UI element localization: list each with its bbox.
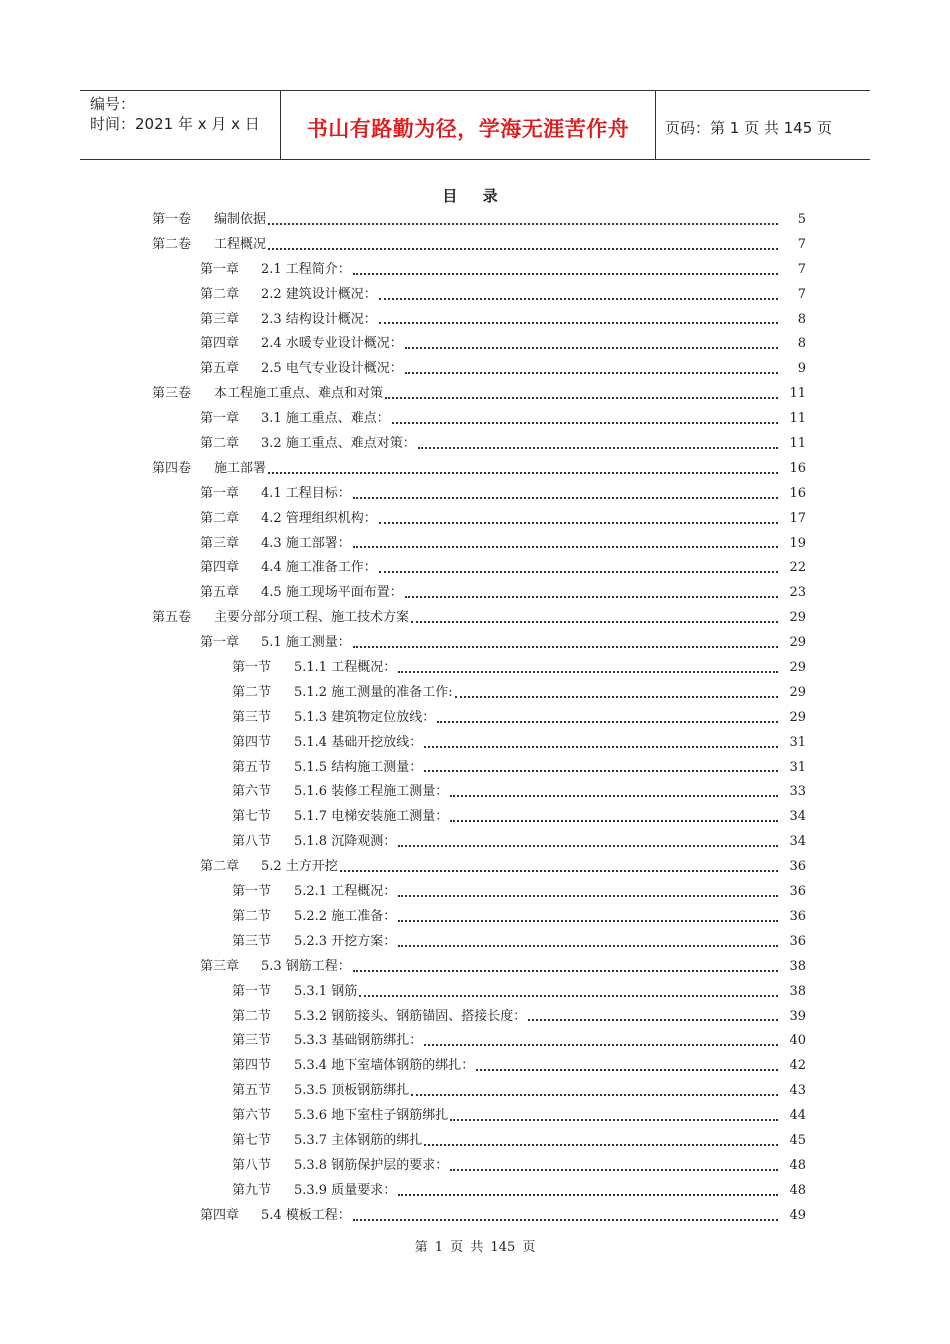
header-page-info: 页码：第 1 页 共 145 页 <box>665 119 833 137</box>
toc-entry[interactable] <box>0 780 950 805</box>
toc-page-number: 29 <box>789 610 806 626</box>
toc-entry[interactable] <box>0 382 950 407</box>
toc-title: 目 录 <box>442 187 508 205</box>
toc-leader-dots <box>385 382 778 407</box>
toc-entry[interactable] <box>0 731 950 756</box>
toc-entry[interactable] <box>0 930 950 955</box>
toc-leader-dots <box>411 1079 778 1104</box>
toc-entry[interactable] <box>0 955 950 980</box>
toc-leader-dots <box>379 556 778 581</box>
toc-page-number: 48 <box>789 1157 806 1173</box>
toc-page-number: 11 <box>789 411 806 427</box>
toc-entry-label: 第一节 <box>232 983 272 999</box>
toc-entry-title: 5.1.7 电梯安装施工测量： <box>294 809 449 825</box>
toc-entry-title: 2.2 建筑设计概况： <box>261 286 377 302</box>
toc-leader-dots <box>398 880 778 905</box>
toc-page-number: 11 <box>789 436 806 452</box>
page-footer: 第 1 页 共 145 页 <box>414 1240 536 1255</box>
toc-page-number: 34 <box>789 809 806 825</box>
toc-entry-title: 5.3.7 主体钢筋的绑扎 <box>294 1132 423 1148</box>
toc-entry[interactable] <box>0 258 950 283</box>
toc-entry-title: 4.4 施工准备工作： <box>261 560 377 576</box>
toc-entry-label: 第一节 <box>232 884 272 900</box>
toc-leader-dots <box>353 258 778 283</box>
toc-entry-title: 5.2.1 工程概况： <box>294 884 397 900</box>
toc-leader-dots <box>353 631 778 656</box>
toc-entry-title: 2.3 结构设计概况： <box>261 311 377 327</box>
toc-page-number: 36 <box>789 933 806 949</box>
toc-entry-label: 第二章 <box>200 510 240 526</box>
toc-entry-label: 第四卷 <box>152 460 192 476</box>
toc-entry-label: 第七节 <box>232 809 272 825</box>
toc-page-number: 7 <box>797 261 806 277</box>
toc-entry-title: 施工部署 <box>214 460 267 476</box>
toc-entry-label: 第二章 <box>200 436 240 452</box>
toc-entry-title: 5.4 模板工程： <box>261 1207 351 1223</box>
toc-entry[interactable] <box>0 308 950 333</box>
toc-entry[interactable] <box>0 1079 950 1104</box>
toc-entry-label: 第三节 <box>232 709 272 725</box>
toc-page-number: 11 <box>789 386 806 402</box>
toc-entry-title: 5.3.1 钢筋 <box>294 983 358 999</box>
toc-entry-label: 第三卷 <box>152 386 192 402</box>
toc-entry[interactable] <box>0 1005 950 1030</box>
toc-entry-label: 第二章 <box>200 859 240 875</box>
toc-entry[interactable] <box>0 830 950 855</box>
toc-entry[interactable] <box>0 482 950 507</box>
toc-page-number: 31 <box>789 734 806 750</box>
toc-page-number: 44 <box>789 1108 806 1124</box>
toc-leader-dots <box>424 731 778 756</box>
toc-entry-title: 5.3.2 钢筋接头、钢筋锚固、搭接长度： <box>294 1008 527 1024</box>
toc-leader-dots <box>424 1029 778 1054</box>
toc-leader-dots <box>379 507 778 532</box>
toc-entry-title: 5.1.8 沉降观测： <box>294 834 397 850</box>
toc-entry-title: 4.1 工程目标： <box>261 485 351 501</box>
toc-leader-dots <box>398 830 778 855</box>
toc-entry-title: 2.1 工程简介： <box>261 261 351 277</box>
toc-entry-label: 第三章 <box>200 535 240 551</box>
toc-entry-title: 5.3.8 钢筋保护层的要求： <box>294 1157 449 1173</box>
toc-leader-dots <box>405 357 778 382</box>
toc-leader-dots <box>405 332 778 357</box>
toc-entry-label: 第二节 <box>232 908 272 924</box>
toc-page-number: 43 <box>789 1083 806 1099</box>
toc-entry-title: 工程概况 <box>214 236 267 252</box>
toc-entry-label: 第六节 <box>232 784 272 800</box>
toc-leader-dots <box>353 482 778 507</box>
toc-entry-title: 3.2 施工重点、难点对策： <box>261 436 416 452</box>
toc-page-number: 39 <box>789 1008 806 1024</box>
toc-entry[interactable] <box>0 980 950 1005</box>
toc-entry[interactable] <box>0 905 950 930</box>
toc-entry-title: 5.2.3 开挖方案： <box>294 933 397 949</box>
toc-leader-dots <box>476 1054 778 1079</box>
toc-entry-title: 4.3 施工部署： <box>261 535 351 551</box>
toc-entry[interactable] <box>0 880 950 905</box>
toc-page-number: 8 <box>797 311 806 327</box>
toc-page-number: 38 <box>789 958 806 974</box>
toc-entry-label: 第四章 <box>200 1207 240 1223</box>
toc-page-number: 31 <box>789 759 806 775</box>
toc-entry[interactable] <box>0 1029 950 1054</box>
toc-entry[interactable] <box>0 332 950 357</box>
page-header <box>80 90 870 160</box>
toc-leader-dots <box>398 1179 778 1204</box>
toc-leader-dots <box>398 656 778 681</box>
toc-entry[interactable] <box>0 1104 950 1129</box>
header-meta-cell <box>80 91 280 159</box>
toc-entry-label: 第九节 <box>232 1182 272 1198</box>
toc-entry-label: 第二节 <box>232 1008 272 1024</box>
toc-entry[interactable] <box>0 407 950 432</box>
toc-entry-label: 第四章 <box>200 560 240 576</box>
toc-entry[interactable] <box>0 656 950 681</box>
toc-leader-dots <box>268 208 778 233</box>
toc-page-number: 29 <box>789 660 806 676</box>
toc-leader-dots <box>450 1104 778 1129</box>
header-page-cell <box>655 91 870 159</box>
toc-leader-dots <box>418 432 778 457</box>
toc-entry-title: 5.1.3 建筑物定位放线： <box>294 709 436 725</box>
toc-entry-title: 5.1.5 结构施工测量： <box>294 759 423 775</box>
toc-entry-title: 2.4 水暖专业设计概况： <box>261 336 403 352</box>
toc-entry-label: 第三章 <box>200 311 240 327</box>
toc-entry[interactable] <box>0 1204 950 1229</box>
toc-page-number: 19 <box>789 535 806 551</box>
toc-entry-title: 5.1.4 基础开挖放线： <box>294 734 423 750</box>
toc-leader-dots <box>392 407 778 432</box>
header-motto: 书山有路勤为径，学海无涯苦作舟 <box>306 117 630 141</box>
toc-leader-dots <box>411 606 778 631</box>
toc-entry-title: 5.1 施工测量： <box>261 635 351 651</box>
toc-entry-title: 5.1.6 装修工程施工测量： <box>294 784 449 800</box>
toc-entry-title: 5.3.5 顶板钢筋绑扎 <box>294 1083 410 1099</box>
toc-entry-label: 第七节 <box>232 1132 272 1148</box>
toc-entry-label: 第三节 <box>232 1033 272 1049</box>
toc-entry-title: 5.3.6 地下室柱子钢筋绑扎 <box>294 1108 449 1124</box>
toc-entry-title: 5.1.2 施工测量的准备工作: <box>294 684 453 700</box>
toc-entry[interactable] <box>0 581 950 606</box>
toc-entry[interactable] <box>0 208 950 233</box>
toc-page-number: 34 <box>789 834 806 850</box>
toc-entry[interactable] <box>0 233 950 258</box>
toc-entry-label: 第二章 <box>200 286 240 302</box>
table-of-contents <box>0 208 950 1229</box>
toc-entry[interactable] <box>0 855 950 880</box>
toc-leader-dots <box>268 233 778 258</box>
toc-page-number: 40 <box>789 1033 806 1049</box>
toc-leader-dots <box>455 681 778 706</box>
toc-entry-label: 第一章 <box>200 261 240 277</box>
toc-entry[interactable] <box>0 681 950 706</box>
toc-entry[interactable] <box>0 532 950 557</box>
toc-leader-dots <box>450 805 778 830</box>
toc-entry-label: 第三节 <box>232 933 272 949</box>
toc-page-number: 16 <box>789 485 806 501</box>
toc-leader-dots <box>379 283 778 308</box>
toc-entry-label: 第三章 <box>200 958 240 974</box>
toc-entry-label: 第一卷 <box>152 212 192 227</box>
toc-page-number: 22 <box>789 560 806 576</box>
toc-entry[interactable] <box>0 606 950 631</box>
toc-entry[interactable] <box>0 357 950 382</box>
toc-leader-dots <box>398 930 778 955</box>
toc-page-number: 36 <box>789 884 806 900</box>
toc-leader-dots <box>353 1204 778 1229</box>
toc-entry-label: 第一章 <box>200 485 240 501</box>
toc-page-number: 29 <box>789 684 806 700</box>
toc-entry-label: 第八节 <box>232 1157 272 1173</box>
toc-entry-title: 3.1 施工重点、难点： <box>261 411 390 427</box>
toc-entry-label: 第一节 <box>232 660 272 676</box>
toc-page-number: 33 <box>789 784 806 800</box>
toc-page-number: 38 <box>789 983 806 999</box>
toc-leader-dots <box>528 1005 778 1030</box>
toc-entry-label: 第四章 <box>200 336 240 352</box>
toc-entry-title: 2.5 电气专业设计概况： <box>261 361 403 377</box>
toc-leader-dots <box>424 756 778 781</box>
toc-entry-title: 5.1.1 工程概况： <box>294 660 397 676</box>
toc-leader-dots <box>353 955 778 980</box>
toc-page-number: 8 <box>797 336 806 352</box>
toc-entry-label: 第五节 <box>232 1083 272 1099</box>
toc-page-number: 17 <box>789 510 806 526</box>
toc-entry[interactable] <box>0 283 950 308</box>
toc-leader-dots <box>340 855 778 880</box>
toc-entry-label: 第一章 <box>200 635 240 651</box>
toc-page-number: 48 <box>789 1182 806 1198</box>
toc-entry-label: 第五卷 <box>152 610 192 626</box>
toc-entry-label: 第五章 <box>200 585 240 601</box>
toc-leader-dots <box>353 532 778 557</box>
toc-entry-title: 5.3 钢筋工程： <box>261 958 351 974</box>
toc-entry-title: 5.3.4 地下室墙体钢筋的绑扎： <box>294 1058 475 1074</box>
toc-entry-label: 第二卷 <box>152 236 192 252</box>
toc-page-number: 36 <box>789 908 806 924</box>
toc-entry-label: 第一章 <box>200 411 240 427</box>
toc-entry-label: 第五节 <box>232 759 272 775</box>
toc-page-number: 45 <box>789 1132 806 1148</box>
toc-entry[interactable] <box>0 706 950 731</box>
toc-leader-dots <box>405 581 778 606</box>
toc-entry[interactable] <box>0 1179 950 1204</box>
toc-page-number: 7 <box>797 236 806 252</box>
header-motto-cell <box>280 91 656 159</box>
toc-page-number: 7 <box>797 286 806 302</box>
toc-leader-dots <box>450 1154 778 1179</box>
toc-entry[interactable] <box>0 805 950 830</box>
toc-entry[interactable] <box>0 457 950 482</box>
toc-page-number: 23 <box>789 585 806 601</box>
toc-entry-title: 4.2 管理组织机构： <box>261 510 377 526</box>
toc-leader-dots <box>268 457 778 482</box>
toc-entry-title: 4.5 施工现场平面布置： <box>261 585 403 601</box>
toc-entry-label: 第二节 <box>232 684 272 700</box>
toc-entry-label: 第四节 <box>232 734 272 750</box>
toc-entry-title: 5.3.9 质量要求： <box>294 1182 397 1198</box>
toc-entry-title: 5.3.3 基础钢筋绑扎： <box>294 1033 423 1049</box>
toc-leader-dots <box>450 780 778 805</box>
toc-entry-label: 第六节 <box>232 1108 272 1124</box>
toc-entry-title: 本工程施工重点、难点和对策 <box>214 386 384 402</box>
toc-page-number: 36 <box>789 859 806 875</box>
toc-leader-dots <box>359 980 778 1005</box>
document-time-label: 时间：2021 年 x 月 x 日 <box>90 115 260 133</box>
toc-entry-label: 第四节 <box>232 1058 272 1074</box>
toc-page-number: 5 <box>797 212 806 227</box>
toc-entry[interactable] <box>0 432 950 457</box>
toc-entry[interactable] <box>0 631 950 656</box>
toc-entry[interactable] <box>0 1054 950 1079</box>
toc-page-number: 29 <box>789 635 806 651</box>
toc-page-number: 16 <box>789 460 806 476</box>
toc-page-number: 42 <box>789 1058 806 1074</box>
toc-entry[interactable] <box>0 1154 950 1179</box>
toc-page-number: 9 <box>797 361 806 377</box>
toc-entry-title: 编制依据 <box>214 212 267 227</box>
toc-leader-dots <box>379 308 778 333</box>
toc-entry-title: 5.2.2 施工准备： <box>294 908 397 924</box>
toc-leader-dots <box>424 1129 778 1154</box>
toc-leader-dots <box>398 905 778 930</box>
toc-entry[interactable] <box>0 1129 950 1154</box>
toc-entry[interactable] <box>0 507 950 532</box>
toc-page-number: 49 <box>789 1207 806 1223</box>
document-number-label: 编号： <box>90 95 136 113</box>
toc-leader-dots <box>437 706 778 731</box>
toc-entry-title: 5.2 土方开挖 <box>261 859 338 875</box>
toc-entry-label: 第八节 <box>232 834 272 850</box>
toc-entry[interactable] <box>0 756 950 781</box>
toc-entry-title: 主要分部分项工程、施工技术方案 <box>214 610 410 626</box>
toc-entry[interactable] <box>0 556 950 581</box>
toc-page-number: 29 <box>789 709 806 725</box>
toc-entry-label: 第五章 <box>200 361 240 377</box>
